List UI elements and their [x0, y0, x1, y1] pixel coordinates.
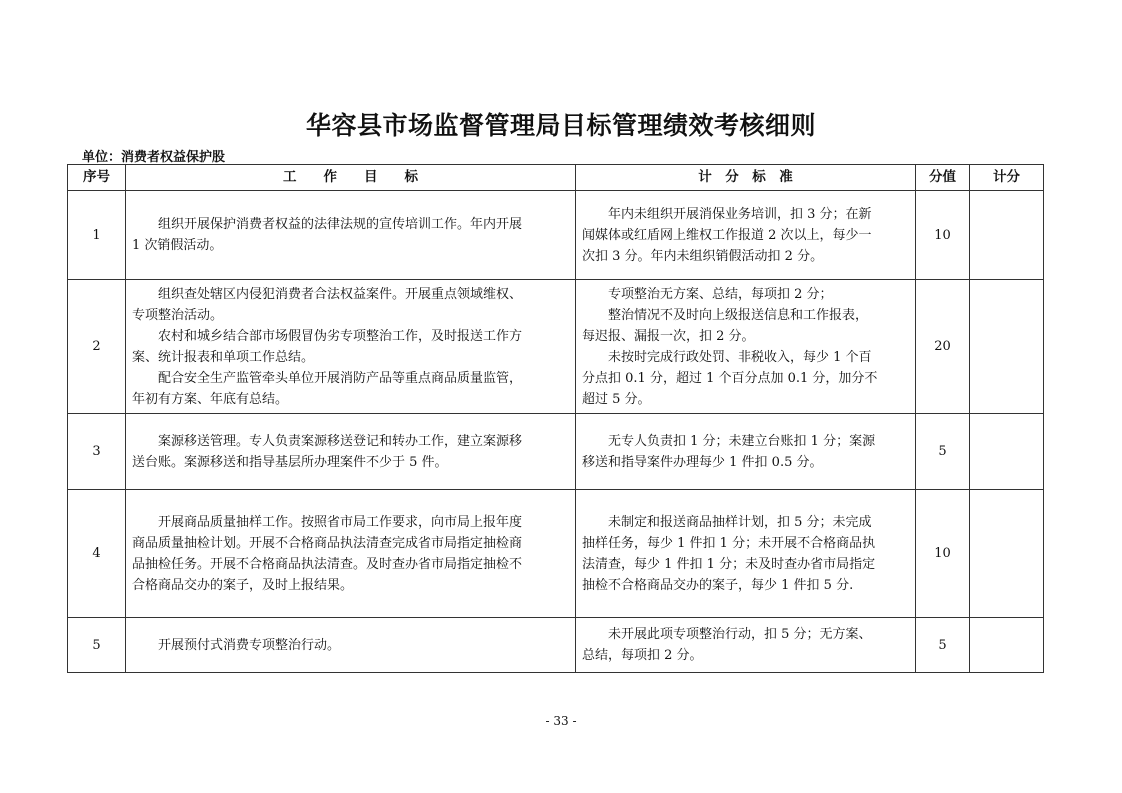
document-title: 华容县市场监督管理局目标管理绩效考核细则 [305, 111, 816, 140]
criteria-line: 分点扣 0.1 分，超过 1 个百分点加 0.1 分，加分不 [582, 370, 878, 386]
criteria-cell [576, 490, 916, 618]
row-number: 1 [68, 191, 126, 280]
criteria-line: 抽检不合格商品交办的案子，每少 1 件扣 5 分. [582, 577, 854, 593]
row-number: 5 [68, 618, 126, 673]
criteria-line: 整治情况不及时向上级报送信息和工作报表， [608, 307, 869, 323]
header-goal: 工 作 目 标 [126, 165, 576, 191]
goal-line: 送台账。案源移送和指导基层所办理案件不少于 5 件。 [132, 454, 448, 470]
goal-line: 组织开展保护消费者权益的法律法规的宣传培训工作。年内开展 [158, 217, 523, 232]
goal-line: 年初有方案、年底有总结。 [132, 391, 289, 407]
points-cell [970, 191, 1044, 280]
score-cell: 5 [916, 414, 970, 490]
goal-line: 商品质量抽检计划。开展不合格商品执法清查完成省市局指定抽检商 [132, 535, 523, 551]
criteria-line: 总结，每项扣 2 分。 [582, 648, 703, 663]
criteria-line: 年内未组织开展消保业务培训，扣 3 分；在新 [608, 206, 872, 222]
goal-line: 案源移送管理。专人负责案源移送登记和转办工作，建立案源移 [158, 433, 523, 449]
criteria-cell [576, 414, 916, 490]
criteria-cell [576, 191, 916, 280]
goal-line: 农村和城乡结合部市场假冒伪劣专项整治工作，及时报送工作方 [158, 328, 523, 344]
criteria-cell [576, 280, 916, 414]
points-cell [970, 280, 1044, 414]
criteria-line: 每迟报、漏报一次，扣 2 分。 [582, 328, 755, 344]
score-cell: 20 [916, 280, 970, 414]
criteria-line: 未制定和报送商品抽样计划，扣 5 分；未完成 [608, 514, 872, 530]
goal-cell [126, 490, 576, 618]
points-cell [970, 618, 1044, 673]
goal-line: 合格商品交办的案子，及时上报结果。 [132, 577, 354, 593]
page-number: - 33 - [545, 714, 577, 728]
criteria-line: 法清查，每少 1 件扣 1 分；未及时查办省市局指定 [582, 556, 876, 572]
score-cell: 10 [916, 191, 970, 280]
table-header-row [68, 165, 1044, 191]
goal-cell [126, 414, 576, 490]
criteria-line: 未按时完成行政处罚、非税收入，每少 1 个百 [608, 349, 872, 365]
header-score: 分值 [916, 165, 970, 191]
criteria-line: 专项整治无方案、总结，每项扣 2 分； [608, 286, 833, 302]
criteria-line: 超过 5 分。 [582, 391, 651, 407]
criteria-line: 抽样任务，每少 1 件扣 1 分；未开展不合格商品执 [582, 535, 876, 551]
goal-line: 专项整治活动。 [132, 307, 224, 323]
criteria-line: 移送和指导案件办理每少 1 件扣 0.5 分。 [582, 454, 823, 470]
goal-line: 配合安全生产监管牵头单位开展消防产品等重点商品质量监管， [158, 370, 523, 386]
table-row [68, 280, 1044, 414]
row-number: 2 [68, 280, 126, 414]
table-row [68, 490, 1044, 618]
table-row [68, 191, 1044, 280]
row-number: 3 [68, 414, 126, 490]
header-criteria: 计 分 标 准 [576, 165, 916, 191]
criteria-line: 次扣 3 分。年内未组织销假活动扣 2 分。 [582, 248, 824, 264]
goal-line: 1 次销假活动。 [132, 238, 223, 253]
goal-cell [126, 618, 576, 673]
criteria-line: 无专人负责扣 1 分；未建立台账扣 1 分；案源 [608, 433, 876, 449]
criteria-line: 闻媒体或红盾网上维权工作报道 2 次以上，每少一 [582, 227, 872, 243]
criteria-line: 未开展此项专项整治行动，扣 5 分；无方案、 [608, 627, 872, 642]
score-cell: 10 [916, 490, 970, 618]
goal-line: 组织查处辖区内侵犯消费者合法权益案件。开展重点领域维权、 [158, 286, 523, 302]
unit-label: 单位：消费者权益保护股 [82, 150, 226, 165]
points-cell [970, 490, 1044, 618]
header-points: 计分 [970, 165, 1044, 191]
header-no: 序号 [68, 165, 126, 191]
goal-line: 案、统计报表和单项工作总结。 [132, 349, 315, 365]
score-cell: 5 [916, 618, 970, 673]
goal-line: 开展预付式消费专项整治行动。 [158, 637, 341, 653]
goal-cell [126, 191, 576, 280]
points-cell [970, 414, 1044, 490]
goal-line: 品抽检任务。开展不合格商品执法清查。及时查办省市局指定抽检不 [132, 556, 523, 572]
goal-cell [126, 280, 576, 414]
table-row [68, 414, 1044, 490]
goal-line: 开展商品质量抽样工作。按照省市局工作要求，向市局上报年度 [158, 514, 523, 530]
assessment-table [67, 164, 1044, 673]
row-number: 4 [68, 490, 126, 618]
criteria-cell [576, 618, 916, 673]
table-row [68, 618, 1044, 673]
